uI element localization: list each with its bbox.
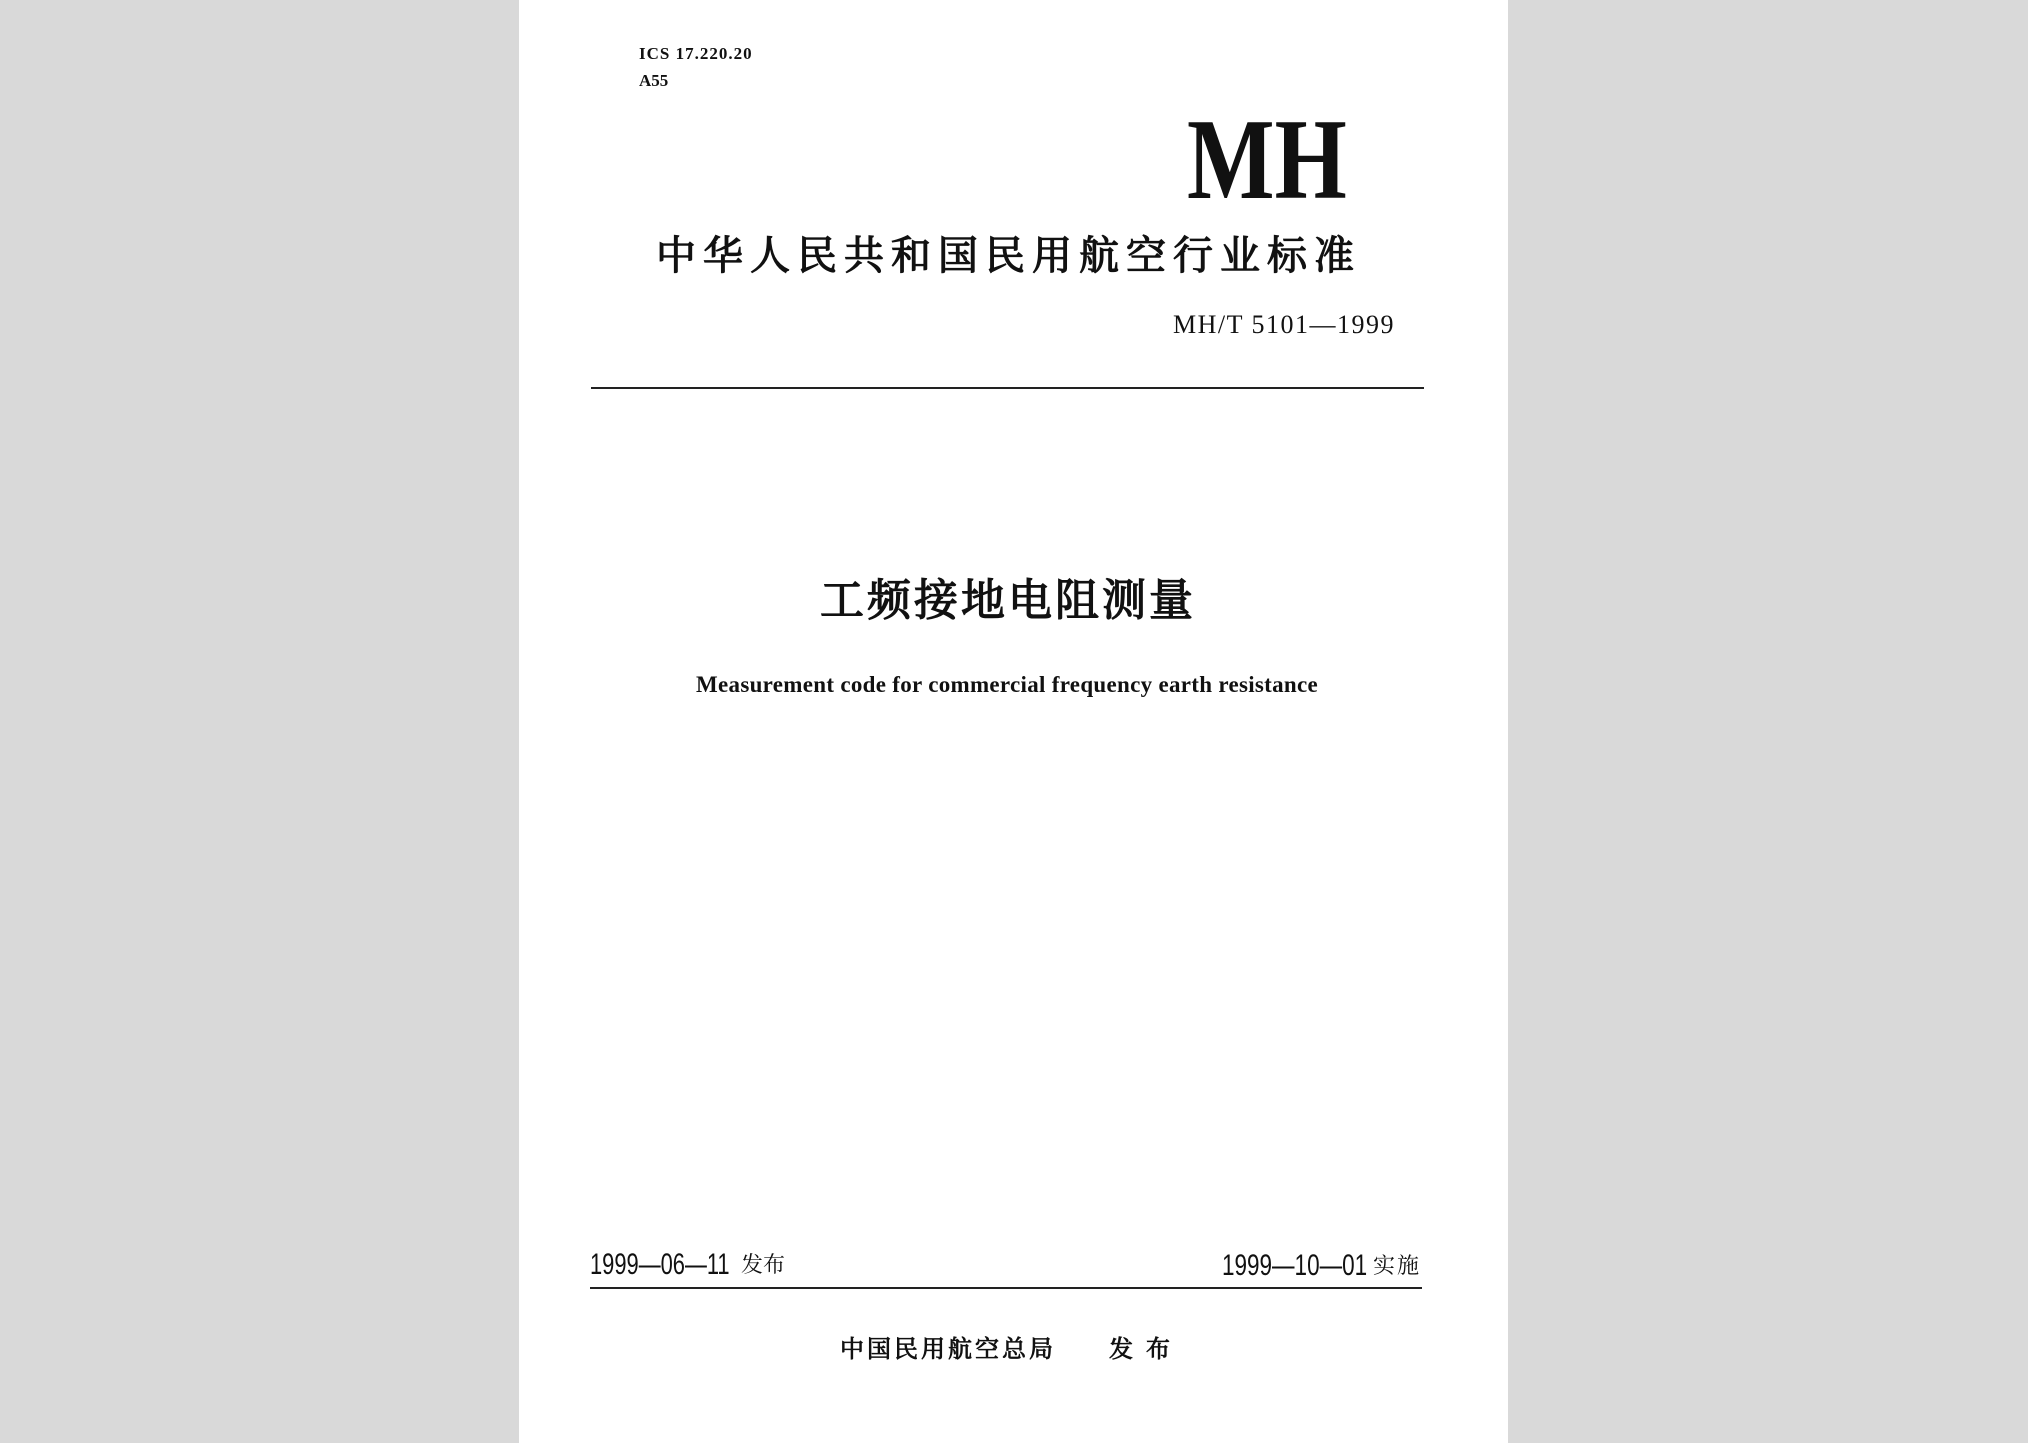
document-page <box>519 0 1508 1443</box>
issue-date-label: 发布 <box>741 1253 786 1278</box>
standard-category-title: 中华人民共和国民用航空行业标准 <box>656 233 1361 279</box>
standard-logo-mh: MH <box>1187 96 1347 224</box>
header-divider <box>591 387 1424 389</box>
issuing-action-label: 发布 <box>1109 1335 1183 1363</box>
ccs-code: A55 <box>639 71 669 90</box>
implement-date: 1999—10—01 <box>1222 1249 1368 1282</box>
ics-code: ICS 17.220.20 <box>639 44 753 63</box>
footer-divider <box>590 1287 1422 1289</box>
standard-number: MH/T 5101—1999 <box>1173 310 1396 339</box>
document-title-en: Measurement code for commercial frequency earth resistance <box>696 672 1319 697</box>
implement-date-label: 实施 <box>1373 1254 1422 1279</box>
issuing-authority: 中国民用航空总局 <box>840 1335 1056 1363</box>
document-title-zh: 工频接地电阻测量 <box>820 575 1196 626</box>
issue-date: 1999—06—11 <box>590 1248 730 1281</box>
